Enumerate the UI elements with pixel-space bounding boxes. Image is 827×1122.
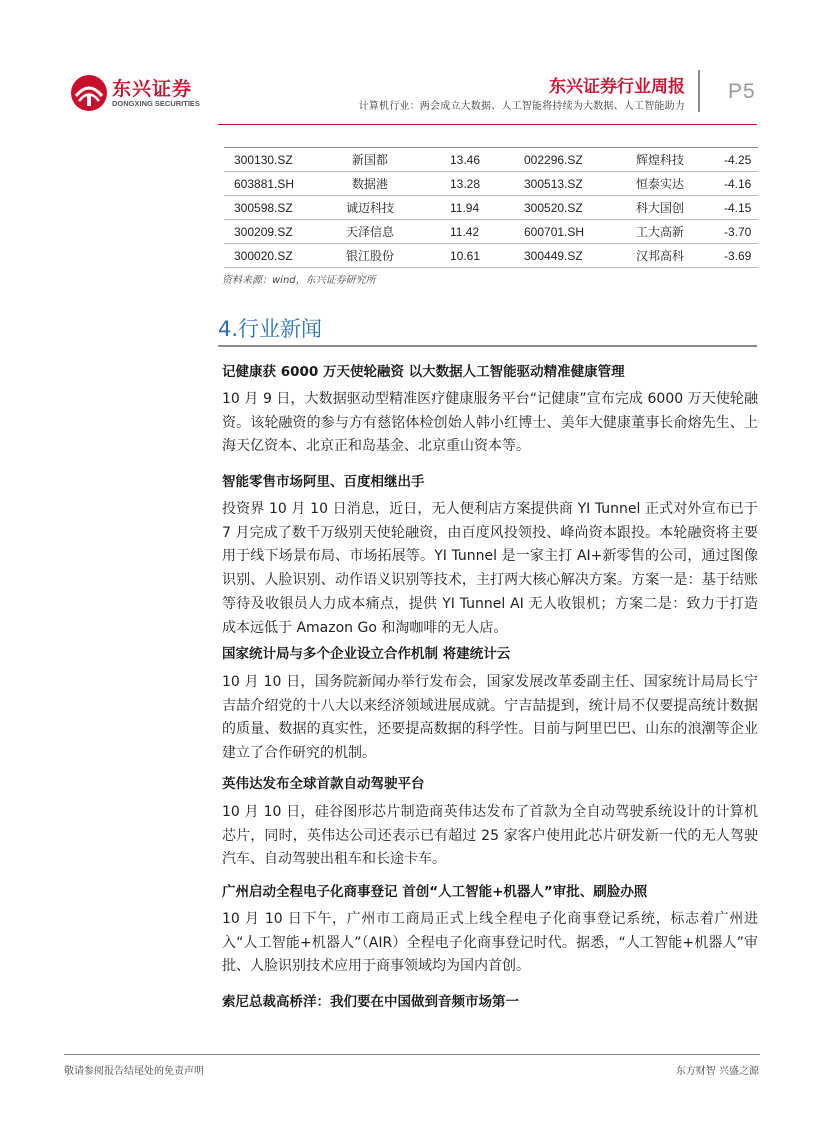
- page-number: P5: [728, 80, 756, 103]
- news-body: 10 月 10 日，硅谷图形芯片制造商英伟达发布了首款为全自动驾驶系统设计的计算机芯片，同时，英伟达公司还表示已有超过 25 家客户使用此芯片研发新一代的无人驾驶汽车、自动驾驶出租车和长途卡车。: [222, 804, 758, 868]
- table-cell: 13.46: [422, 148, 524, 172]
- stock-change-table: [224, 147, 758, 268]
- table-cell: -3.70: [710, 220, 758, 244]
- table-cell: 银江股份: [318, 244, 422, 268]
- company-logo: [70, 74, 198, 116]
- table-row: [224, 244, 758, 268]
- table-cell: -4.15: [710, 196, 758, 220]
- footer-rule: [64, 1054, 760, 1055]
- logo-mark-icon: [70, 74, 108, 112]
- news-title: 索尼总裁高桥洋：我们要在中国做到音频市场第一: [222, 994, 519, 1010]
- table-cell: 新国都: [318, 148, 422, 172]
- news-title: 智能零售市场阿里、百度相继出手: [222, 474, 425, 490]
- section-rule: [218, 345, 757, 347]
- table-cell: -4.25: [710, 148, 758, 172]
- table-cell: 恒泰实达: [610, 172, 710, 196]
- table-cell: 数据港: [318, 172, 422, 196]
- news-body: 10 月 10 日下午，广州市工商局正式上线全程电子化商事登记系统，标志着广州进入“人工智能+机器人”（AIR）全程电子化商事登记时代。据悉，“人工智能+机器人”审批、人脸识别技术应用于商事领域均为国内首创。: [222, 911, 758, 975]
- table-cell: 汉邦高科: [610, 244, 710, 268]
- news-title: 广州启动全程电子化商事登记 首创“人工智能+机器人”审批、刷脸办照: [222, 884, 648, 900]
- table-cell: 300020.SZ: [224, 244, 318, 268]
- table-cell: 辉煌科技: [610, 148, 710, 172]
- footer-slogan: 东方财智 兴盛之源: [675, 1066, 759, 1077]
- table-cell: 10.61: [422, 244, 524, 268]
- table-cell: 300130.SZ: [224, 148, 318, 172]
- table-cell: 600701.SH: [524, 220, 610, 244]
- logo-name-cn: 东兴证券: [112, 78, 193, 100]
- table-cell: 300513.SZ: [524, 172, 610, 196]
- news-title: 国家统计局与多个企业设立合作机制 将建统计云: [222, 646, 511, 662]
- table-cell: 工大高新: [610, 220, 710, 244]
- report-title: 东兴证券行业周报: [549, 77, 685, 97]
- table-cell: 002296.SZ: [524, 148, 610, 172]
- table-cell: 300209.SZ: [224, 220, 318, 244]
- table-cell: -4.16: [710, 172, 758, 196]
- table-cell: 13.28: [422, 172, 524, 196]
- table-row: [224, 196, 758, 220]
- table-cell: 天泽信息: [318, 220, 422, 244]
- table-cell: 300520.SZ: [524, 196, 610, 220]
- table-cell: 603881.SH: [224, 172, 318, 196]
- logo-name-en: DONGXING SECURITIES: [112, 99, 200, 108]
- table-row: [224, 172, 758, 196]
- table-cell: 300449.SZ: [524, 244, 610, 268]
- news-body: 投资界 10 月 10 日消息，近日，无人便利店方案提供商 YI Tunnel 正式对外宣布已于 7 月完成了数千万级别天使轮融资，由百度风投领投、峰尚资本跟投。本轮融资将主要用于线下场景布局、市场拓展等。YI Tunnel 是一家主打 AI+新零售的公司，通过图像识别、人脸识别、动作语义识别等技术，主打两大核心解决方案。方案一是：基于结账等待及收银员人力成本痛点，提供 YI Tunnel AI 无人收银机；方案二是：致力于打造成本远低于 Amazon Go 和淘咖啡的无人店。: [222, 501, 758, 636]
- news-title: 英伟达发布全球首款自动驾驶平台: [222, 776, 425, 792]
- table-source-note: 资料来源：wind，东兴证券研究所: [222, 275, 376, 286]
- table-row: [224, 148, 758, 172]
- news-body: 10 月 9 日，大数据驱动型精准医疗健康服务平台“记健康”宣布完成 6000 万天使轮融资。该轮融资的参与方有慈铭体检创始人韩小红博士、美年大健康董事长俞熔先生、上海天亿资本、北京正和岛基金、北京重山资本等。: [222, 391, 758, 455]
- header-divider: [698, 70, 700, 112]
- table-cell: 11.94: [422, 196, 524, 220]
- section-heading: 4.行业新闻: [218, 317, 323, 341]
- table-cell: 300598.SZ: [224, 196, 318, 220]
- table-cell: -3.69: [710, 244, 758, 268]
- table-cell: 科大国创: [610, 196, 710, 220]
- table-cell: 诚迈科技: [318, 196, 422, 220]
- report-subtitle: 计算机行业：两会成立大数据、人工智能将持续为大数据、人工智能助力: [358, 101, 685, 112]
- footer-disclaimer: 敬请参阅报告结尾处的免责声明: [64, 1066, 204, 1077]
- table-row: [224, 220, 758, 244]
- table-cell: 11.42: [422, 220, 524, 244]
- news-body: 10 月 10 日，国务院新闻办举行发布会，国家发展改革委副主任、国家统计局局长宁吉喆介绍党的十八大以来经济领域进展成就。宁吉喆提到，统计局不仅要提高统计数据的质量、数据的真实性，还要提高数据的科学性。目前与阿里巴巴、山东的浪潮等企业建立了合作研究的机制。: [222, 674, 758, 762]
- news-title: 记健康获 6000 万天使轮融资 以大数据人工智能驱动精准健康管理: [222, 364, 625, 380]
- header-rule: [218, 124, 757, 125]
